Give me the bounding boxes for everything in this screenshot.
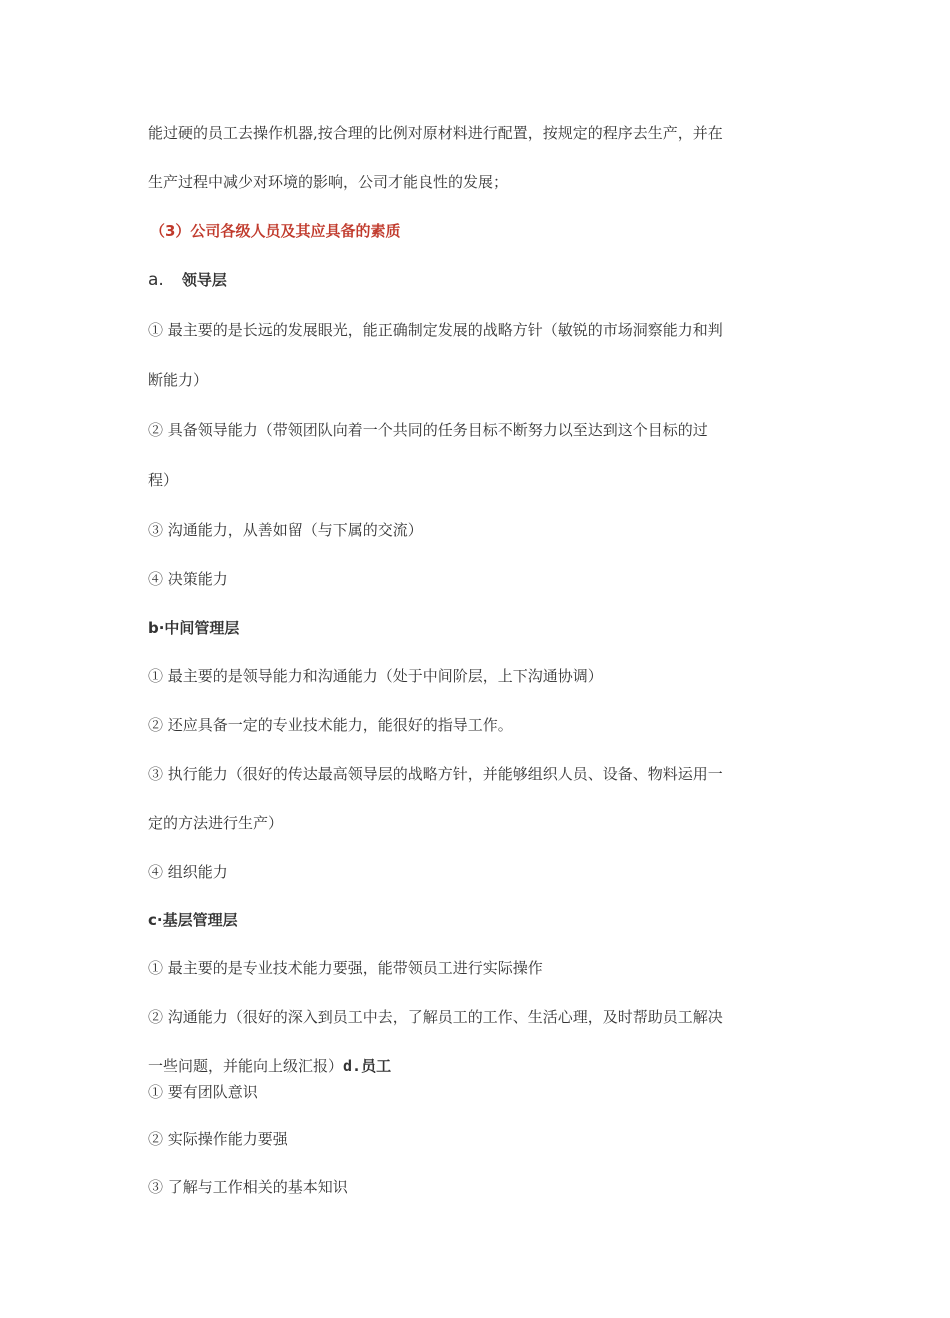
leadership-item-3: ③ 沟通能力，从善如留（与下属的交流） xyxy=(148,521,423,539)
leadership-item-1-line-2: 断能力） xyxy=(148,371,209,389)
leadership-letter: a. xyxy=(148,270,164,290)
base-item-2-line-2 xyxy=(148,1056,808,1076)
middle-heading: b·中间管理层 xyxy=(148,619,240,637)
middle-item-1: ① 最主要的是领导能力和沟通能力（处于中间阶层，上下沟通协调） xyxy=(148,667,603,685)
staff-heading: d.员工 xyxy=(343,1057,392,1075)
paragraph-line-1: 能过硬的员工去操作机器,按合理的比例对原材料进行配置，按规定的程序去生产，并在 xyxy=(148,124,723,142)
staff-item-1: ① 要有团队意识 xyxy=(148,1083,258,1101)
paragraph-line-2: 生产过程中减少对环境的影响，公司才能良性的发展； xyxy=(148,173,509,191)
middle-item-3-line-2: 定的方法进行生产） xyxy=(148,814,284,832)
middle-item-4: ④ 组织能力 xyxy=(148,863,228,881)
section-heading: （3）公司各级人员及其应具备的素质 xyxy=(150,222,401,240)
middle-item-3-line-1: ③ 执行能力（很好的传达最高领导层的战略方针，并能够组织人员、设备、物料运用一 xyxy=(148,765,723,783)
leadership-item-1-line-1: ① 最主要的是长远的发展眼光，能正确制定发展的战略方针（敏锐的市场洞察能力和判 xyxy=(148,321,723,339)
base-item-2-line-1: ② 沟通能力（很好的深入到员工中去，了解员工的工作、生活心理，及时帮助员工解决 xyxy=(148,1008,723,1026)
base-item-2-line-2-text: 一些问题，并能向上级汇报） xyxy=(148,1057,344,1075)
base-heading: c·基层管理层 xyxy=(148,911,238,929)
middle-item-2: ② 还应具备一定的专业技术能力，能很好的指导工作。 xyxy=(148,716,513,734)
leadership-item-2-line-1: ② 具备领导能力（带领团队向着一个共同的任务目标不断努力以至达到这个目标的过 xyxy=(148,421,708,439)
leadership-item-4: ④ 决策能力 xyxy=(148,570,228,588)
staff-item-2: ② 实际操作能力要强 xyxy=(148,1130,288,1148)
leadership-heading xyxy=(148,270,808,290)
leadership-title: 领导层 xyxy=(181,271,227,289)
base-item-1: ① 最主要的是专业技术能力要强，能带领员工进行实际操作 xyxy=(148,959,543,977)
staff-item-3: ③ 了解与工作相关的基本知识 xyxy=(148,1178,348,1196)
leadership-item-2-line-2: 程） xyxy=(148,471,179,489)
